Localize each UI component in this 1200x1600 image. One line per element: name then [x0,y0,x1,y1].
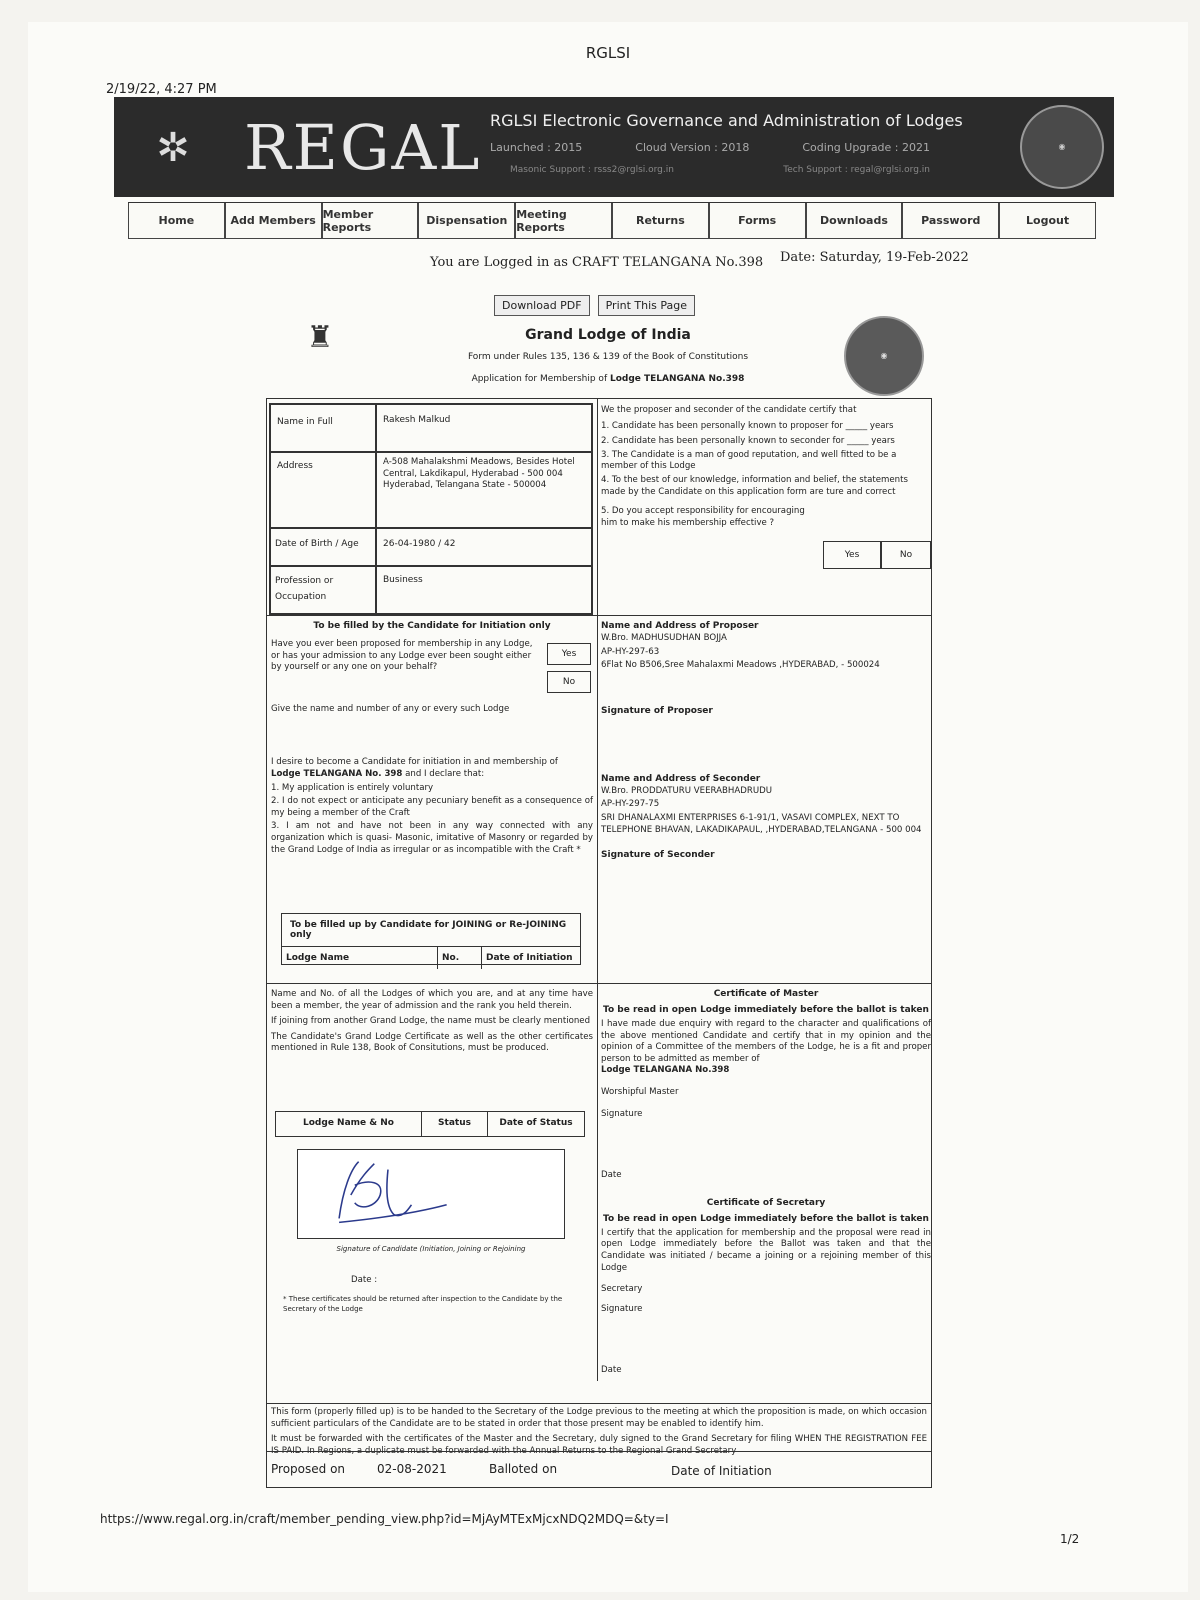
candidate-name: Rakesh Malkud [376,404,592,452]
candidate-signature-caption: Signature of Candidate (Initiation, Joining or Rejoining [336,1245,526,1253]
candidate-signature-icon [298,1150,564,1238]
proposer-address: 6Flat No B506,Sree Mahalaxmi Meadows ,HYDERABAD, - 500024 [601,660,880,671]
balloted-on-label: Balloted on [489,1462,558,1476]
form-title: Grand Lodge of India [525,327,691,343]
initiation-desire [271,757,593,780]
candidate-address: A-508 Mahalakshmi Meadows, Besides Hotel Central, Lakdikapul, Hyderabad - 500 004 Hyderabad, Telangana State - 500004 [376,452,592,528]
lodges-section [271,989,593,1379]
logo-text: REGAL [244,111,482,184]
profession-label: Profession or Occupation [270,566,376,614]
row-divider-3 [267,1403,931,1404]
proposer-code: AP-HY-297-63 [601,646,660,657]
declaration-1: 1. My application is entirely voluntary [271,782,434,793]
master-subheading: To be read in open Lodge immediately before the ballot is taken [603,1005,929,1015]
lodges-col-date: Date of Status [499,1118,573,1128]
date-of-initiation-label: Date of Initiation [671,1464,772,1478]
download-pdf-button[interactable]: Download PDF [494,295,590,316]
certificates-note: * These certificates should be returned after inspection to the Candidate by the Secretary of the Lodge [283,1295,563,1313]
proposed-on-date: 02-08-2021 [377,1462,447,1476]
name-label: Name in Full [270,404,376,452]
print-page-button[interactable]: Print This Page [598,295,695,316]
coding-upgrade-text: Coding Upgrade : 2021 [802,141,930,154]
initiation-heading: To be filled by the Candidate for Initiation only [313,621,551,631]
nav-meeting-reports[interactable]: Meeting Reports [515,203,612,239]
secretary-signature: Signature [601,1303,643,1314]
declaration-3: 3. I am not and have not been in any way connected with any organization which is quasi- Masonic, imitative of Masonry or regarded by the Grand Lodge of India as irregular or as incompatible with the Craft * [271,821,593,855]
main-nav [128,202,1096,239]
certify-no-box[interactable]: No [881,541,931,569]
candidate-profession: Business [376,566,592,614]
initiation-yes-box[interactable]: Yes [547,643,591,665]
seconder-code: AP-HY-297-75 [601,799,660,810]
proposer-seconder-section [601,621,931,981]
banner-support [510,165,930,175]
membership-form [266,398,932,1488]
desire-lodge: Lodge TELANGANA No. 398 [271,768,403,779]
application-prefix: Application for Membership of [471,374,610,384]
proposer-certification [597,401,931,613]
seconder-name: W.Bro. PRODDATURU VEERABHADRUDU [601,785,773,796]
initiation-give-lodge: Give the name and number of any or every such Lodge [271,703,510,714]
certify-point-1: 1. Candidate has been personally known to proposer for _____ years [601,420,894,431]
declaration-2: 2. I do not expect or anticipate any pecuniary benefit as a consequence of my being a member of the Craft [271,796,593,818]
nav-member-reports[interactable]: Member Reports [322,203,419,239]
regal-logo-icon: ✲ [156,125,190,171]
candidate-dob: 26-04-1980 / 42 [376,528,592,566]
master-date: Date [601,1170,622,1181]
certify-intro: We the proposer and seconder of the candidate certify that [601,405,857,415]
nav-home[interactable]: Home [128,203,225,239]
master-lodge: Lodge TELANGANA No.398 [601,1065,730,1076]
page-number: 1/2 [1060,1532,1080,1546]
proposer-name: W.Bro. MADHUSUDHAN BOJJA [601,633,727,643]
certify-point-4: 4. To the best of our knowledge, information and belief, the statements made by the Candidate on this application form are ture and correct [601,474,908,497]
application-line [28,374,1188,384]
login-status: You are Logged in as CRAFT TELANGANA No.398 [430,255,764,270]
certify-point-5: 5. Do you accept responsibility for encouraging him to make his membership effective ? [601,506,805,528]
certificates-section [601,989,931,1399]
master-heading: Certificate of Master [713,989,819,999]
joining-header-row [282,947,580,969]
seconder-address: SRI DHANALAXMI ENTERPRISES 6-1-91/1, VASAVI COMPLEX, NEXT TO TELEPHONE BHAVAN, LAKADIKAPAUL, ,HYDERABAD,TELANGANA - 500 004 [601,812,922,835]
proposed-on-label: Proposed on [271,1462,346,1476]
secretary-text: I certify that the application for membership and the proposal were read in open Lodge immediately before the Ballot was taken and that the Candidate was initiated / became a joining or a rejoining member of this Lodge [601,1227,931,1273]
note-2: It must be forwarded with the certificates of the Master and the Secretary, duly signed to the Grand Secretary for filing WHEN THE REGISTRATION FEE IS PAID. In Regions, a duplicate must be forwarded with the Annual Returns to the Regional Grand Secretary [271,1434,927,1456]
lodges-table [275,1111,585,1137]
desire-text: I desire to become a Candidate for initiation in and membership of [271,757,558,768]
regal-banner [114,97,1114,197]
cloud-version-text: Cloud Version : 2018 [635,141,750,154]
launched-text: Launched : 2015 [490,141,583,154]
action-buttons [494,295,695,316]
india-emblem-icon: ♜ [306,320,334,355]
lodges-text-3: The Candidate's Grand Lodge Certificate as well as the other certificates mentioned in Rule 138, Book of Consitutions, must be produced. [271,1031,593,1054]
nav-password[interactable]: Password [902,203,999,239]
joining-table [281,913,581,965]
desire-tail: and I declare that: [402,768,485,779]
certify-yes-box[interactable]: Yes [823,541,881,569]
form-footer [267,1451,931,1487]
row-divider-1 [267,615,931,616]
proposer-heading: Name and Address of Proposer [601,621,759,631]
joining-col-lodge: Lodge Name [282,947,438,969]
banner-title: RGLSI Electronic Governance and Administration of Lodges [490,111,963,130]
lodges-text-2: If joining from another Grand Lodge, the name must be clearly mentioned [271,1016,591,1027]
joining-heading: To be filled up by Candidate for JOINING or Re-JOINING only [282,914,580,947]
joining-col-date: Date of Initiation [486,953,573,963]
print-timestamp: 2/19/22, 4:27 PM [106,82,217,97]
masonic-support-text: Masonic Support : rsss2@rglsi.org.in [510,165,674,175]
row-divider-2 [267,983,931,984]
page-url: https://www.regal.org.in/craft/member_pending_view.php?id=MjAyMTExMjcxNDQ2MDQ=&ty=I [100,1512,669,1526]
initiation-no-box[interactable]: No [547,671,591,693]
master-signature: Signature [601,1108,643,1119]
document-title: RGLSI [585,44,631,62]
secretary-label: Secretary [601,1284,643,1295]
certify-point-3: 3. The Candidate is a man of good reputation, and well fitted to be a member of this Lodge [601,449,897,472]
note-1: This form (properly filled up) is to be handed to the Secretary of the Lodge previous to the meeting at which the proposition is made, on which occasion sufficient particulars of the Candidate are to be stated in order that those present may be enabled to identify him. [271,1407,927,1429]
nav-add-members[interactable]: Add Members [225,203,322,239]
nav-forms[interactable]: Forms [709,203,806,239]
lodges-col-status: Status [422,1112,488,1136]
printed-page [28,22,1188,1592]
certify-point-2: 2. Candidate has been personally known to seconder for _____ years [601,436,895,447]
secretary-date: Date [601,1365,622,1376]
dob-label: Date of Birth / Age [270,528,376,566]
candidate-signature-box [297,1149,565,1239]
application-lodge: Lodge TELANGANA No.398 [609,374,745,384]
nav-logout[interactable]: Logout [999,203,1096,239]
grand-lodge-seal-icon: ◉ [1020,105,1104,189]
regional-grand-lodge-seal-icon: ◉ [844,316,924,396]
lodges-col-name: Lodge Name & No [276,1112,422,1136]
worshipful-master: Worshipful Master [601,1086,679,1097]
secretary-heading: Certificate of Secretary [706,1197,826,1208]
seconder-signature: Signature of Seconder [601,850,715,861]
initiation-section [271,621,593,981]
joining-col-no: No. [438,947,482,969]
form-rules: Form under Rules 135, 136 & 139 of the Book of Constitutions [467,352,749,362]
banner-versions [490,141,930,154]
column-divider [597,399,598,1381]
tech-support-text: Tech Support : regal@rglsi.org.in [783,165,930,175]
candidate-details [269,403,593,615]
lodges-text-1: Name and No. of all the Lodges of which you are, and at any time have been a member, the year of admission and the rank you held therein. [271,989,593,1011]
form-notes [271,1407,927,1457]
seconder-heading: Name and Address of Seconder [601,773,761,784]
current-date: Date: Saturday, 19-Feb-2022 [780,250,969,265]
proposer-signature: Signature of Proposer [601,705,713,716]
nav-dispensation[interactable]: Dispensation [418,203,515,239]
initiation-question: Have you ever been proposed for membership in any Lodge, or has your admission to any Lodge ever been sought either by yourself or any one on your behalf? [271,639,533,673]
nav-returns[interactable]: Returns [612,203,709,239]
nav-downloads[interactable]: Downloads [806,203,903,239]
address-label: Address [270,452,376,528]
master-text: I have made due enquiry with regard to the character and qualifications of the above mentioned Candidate and certify that in my opinion and the opinion of a Committee of the members of the Lodge, he is a fit and proper person to be admitted as member of [601,1019,931,1064]
secretary-subheading: To be read in open Lodge immediately before the ballot is taken [603,1213,929,1224]
candidate-date: Date : [351,1275,378,1285]
